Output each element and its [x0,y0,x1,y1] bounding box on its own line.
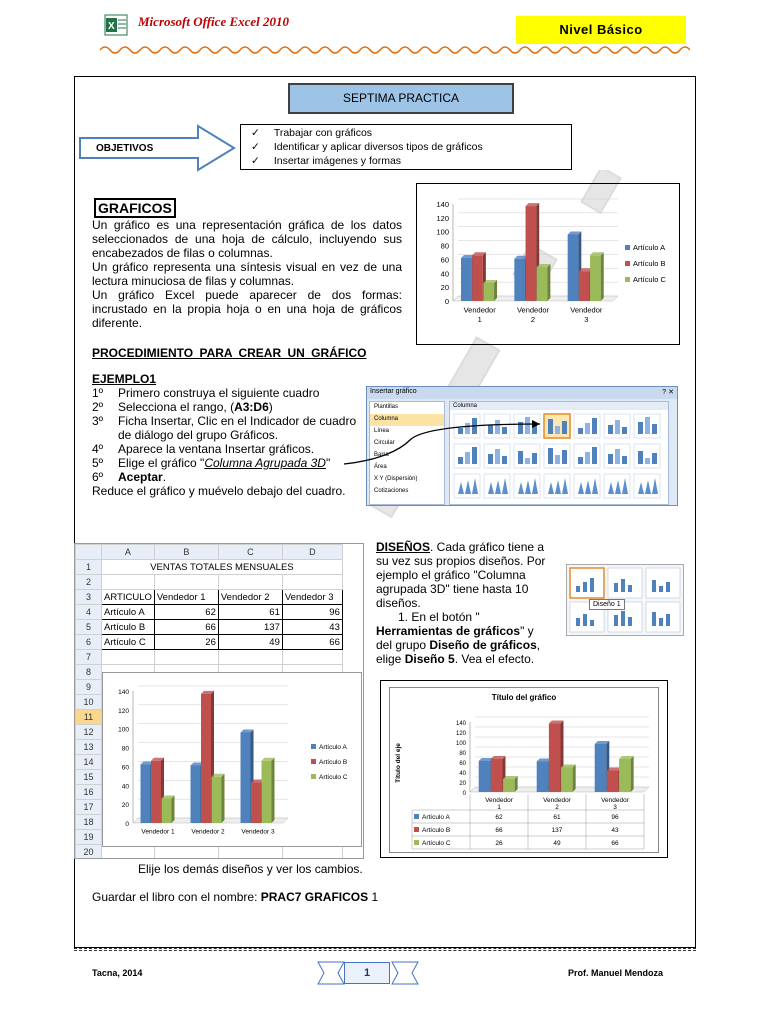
sheet-cell[interactable]: 96 [282,605,342,620]
objective-item: ✓ Identificar y aplicar diversos tipos de gráficos [251,140,561,154]
y-tick-label: 60 [459,761,466,767]
thumb-bar [592,418,597,434]
step-item [92,470,362,484]
y-tick-label: 120 [436,213,449,223]
step-number: 1º [92,386,104,400]
y-tick-label: 60 [440,255,449,265]
dialog-title: Insertar gráfico [370,388,417,395]
tooltip: Diseño 1 [589,599,625,610]
sheet-cell[interactable] [282,650,342,665]
chart-title: Título del gráfico [491,693,557,702]
chart-layout-5 [380,680,668,858]
legend-label: Artículo A [633,243,666,252]
legend-swatch [311,774,316,779]
row-header[interactable]: 6 [76,635,102,650]
thumb-bar [608,425,613,434]
layout-thumb-bar [583,582,587,592]
chart-type-item-selected[interactable]: Columna [370,414,444,426]
step-text-end: . [162,470,167,484]
chart-2-svg [103,673,361,846]
step-item [92,400,362,414]
bar [503,779,515,792]
layout-thumb [646,602,680,632]
layout-thumb-bar [614,583,618,592]
row-header[interactable]: 7 [76,650,102,665]
step-text-end: " [325,456,331,470]
save-instruction: Guardar el libro con el nombre: PRAC7 GRAFICOS 1 [92,890,379,904]
column-header[interactable]: C [218,545,282,560]
sheet-cell[interactable]: Vendedor 3 [282,590,342,605]
layout-thumb-bar [666,614,670,626]
y-tick-label: 40 [459,771,466,777]
bar [568,234,579,301]
bar-side [272,758,275,823]
thumb-bar [592,447,597,464]
bar [461,258,472,301]
thumb-bar [585,452,590,464]
step-text: Aparece la ventana Insertar gráficos. [118,442,315,456]
legend-swatch [311,744,316,749]
table-cell: 26 [495,840,503,847]
legend-label: Artículo B [422,827,451,834]
bar [514,259,525,301]
legend-swatch [625,261,630,266]
step-text: Selecciona el rango, ( [118,400,235,414]
table-col-header: 3 [613,804,617,811]
bar [595,744,607,792]
thumb-bar [578,428,583,434]
sheet-title-cell[interactable]: VENTAS TOTALES MENSUALES [102,560,343,575]
x-tick-label: Vendedor 3 [241,828,275,836]
chart-example-1 [416,183,680,345]
y-tick-label: 40 [440,269,449,279]
y-tick-label: 60 [121,764,129,772]
gallery-section: Columna [450,402,668,410]
table-col-header: Vendedor [601,797,629,804]
bar-side [172,795,175,823]
chart-type-item[interactable]: Plantillas [374,404,399,410]
table-cell: 96 [611,814,619,821]
table-row [76,590,343,605]
layout-thumb-bar [590,620,594,626]
bar-side [547,264,550,301]
chart-layouts-gallery[interactable] [566,564,684,636]
bar [579,271,590,301]
layout-thumb-bar [614,615,618,626]
bar [191,765,201,823]
practice-title: SEPTIMA PRACTICA [288,83,514,114]
layout-thumb-bar [628,585,632,592]
y-tick-label: 80 [440,241,449,251]
chart-1-svg [417,184,679,344]
y-tick-label: 40 [121,783,129,791]
objective-item: ✓ Trabajar con gráficos [251,126,561,140]
sheet-cell[interactable]: Artículo B [102,620,155,635]
thumb-bar [555,426,560,434]
sheet-cell[interactable] [282,575,342,590]
sheet-cell[interactable]: 66 [154,620,218,635]
thumb-bar [615,420,620,434]
legend-label: Artículo A [422,814,450,821]
row-header[interactable]: 13 [76,740,102,755]
bar [251,782,261,823]
column-header[interactable]: D [282,545,342,560]
bar [483,283,494,301]
layout-thumb-bar [652,612,656,626]
step-item [92,456,362,470]
designs-text [376,540,552,666]
bar-side [494,280,497,301]
layout-thumb-bar [659,618,663,626]
step-chart-name: Columna Agrupada 3D [204,456,326,470]
chart-type-item[interactable]: X Y (Dispersión) [374,476,418,482]
step-number: 5º [92,456,104,470]
bar [162,798,172,823]
footer-right: Prof. Manuel Mendoza [568,968,664,978]
step-number: 2º [92,400,104,414]
row-header[interactable]: 2 [76,575,102,590]
y-tick-label: 140 [455,721,466,727]
step-item [92,386,362,400]
dialog-close-icon[interactable]: ? ✕ [662,389,674,396]
file-name: PRAC7 GRAFICOS [260,890,369,904]
bar-side [631,756,634,792]
dialog-titlebar [367,387,677,399]
row-header[interactable]: 4 [76,605,102,620]
step-number: 3º [92,414,104,428]
bar [479,761,491,792]
objectives-label: OBJETIVOS [96,143,154,154]
legend-label: Artículo B [633,259,666,268]
row-header[interactable]: 15 [76,770,102,785]
table-row [76,650,343,665]
legend-swatch [625,245,630,250]
chart-3-svg [390,688,658,852]
table-col-header: 2 [555,804,559,811]
sheet-cell[interactable]: ARTICULO [102,590,155,605]
layout-thumb-bar [621,611,625,626]
layout-thumb-bar [666,582,670,592]
thumb-bar [638,451,643,464]
step-text: Elige el gráfico " [118,456,205,470]
bar [561,768,573,793]
thumb-bar [578,457,583,464]
y-axis-title: Título del eje [395,743,402,783]
row-header[interactable]: 16 [76,785,102,800]
svg-text:X: X [108,21,115,32]
bar [262,761,272,823]
step-item [92,442,362,456]
bar-side [222,774,225,823]
y-tick-label: 0 [125,821,129,828]
thumb-bar [645,458,650,464]
table-row [76,620,343,635]
closing-instruction: Elije los demás diseños y ver los cambios. [138,862,363,876]
designs-heading: DISEÑOS [376,540,431,554]
step-range: A3:D6 [234,400,269,414]
bar [526,206,537,301]
sheet-cell[interactable] [218,650,282,665]
bar [201,694,211,823]
row-header[interactable]: 18 [76,815,102,830]
sheet-cell[interactable]: 62 [154,605,218,620]
x-tick-label: Vendedor [463,305,496,315]
thumb-bar [585,423,590,434]
bar [472,255,483,301]
table-row [76,575,343,590]
row-header[interactable]: 12 [76,725,102,740]
graficos-paragraph: Un gráfico Excel puede aparecer de dos formas: incrustado en la propia hoja o en una hoja de gráficos diferente. [92,288,402,330]
sheet-cell[interactable] [102,650,155,665]
designs-step-cont: Herramientas de gráficos" y del grupo Diseño de gráficos, elige Diseño 5. Vea el efecto. [376,624,541,666]
step-text: Primero construya el siguiente cuadro [118,386,320,400]
bar [212,777,222,823]
sheet-cell[interactable]: 49 [218,635,282,650]
layout-thumb-bar [652,580,656,592]
thumb-bar [622,456,627,464]
bar [141,765,151,823]
bar [151,761,161,823]
bar [537,762,549,793]
y-tick-label: 20 [440,283,449,293]
graficos-paragraph: Un gráfico es una representación gráfica de los datos seleccionados de una hoja de cálculo, incluyendo sus encabezados de filas o columnas. [92,218,402,260]
row-header[interactable]: 19 [76,830,102,845]
sheet-cell[interactable]: Vendedor 2 [218,590,282,605]
row-header[interactable]: 17 [76,800,102,815]
x-tick-label: 1 [477,315,482,324]
step-text-end: ) [268,400,273,414]
y-tick-label: 120 [118,707,129,715]
level-badge: Nivel Básico [516,16,686,44]
step-text: Ficha Insertar, Clic en el Indicador de cuadro de diálogo del grupo Gráficos. [118,414,357,442]
chart-type-item[interactable]: Barra [374,452,389,458]
y-tick-label: 100 [118,726,129,734]
sheet-cell[interactable] [154,650,218,665]
table-cell: 43 [611,827,619,834]
bar-side [601,252,604,301]
step-item [92,414,362,442]
chart-type-item[interactable]: Línea [374,428,390,434]
sheet-corner[interactable] [76,545,102,560]
table-cell: 137 [551,827,563,834]
layout-thumb-bar [576,586,580,592]
step-final: Reduce el gráfico y muévelo debajo del cuadro. [92,484,346,498]
x-tick-label: Vendedor 1 [141,828,175,836]
row-header[interactable]: 8 [76,665,102,680]
layout-thumb-bar [576,618,580,626]
y-tick-label: 20 [459,781,466,787]
example-heading: EJEMPLO1 [92,372,157,386]
footer-left: Tacna, 2014 [92,968,143,978]
legend-label: Artículo B [319,759,348,766]
legend-swatch [311,759,316,764]
row-header[interactable]: 11 [76,710,102,725]
thumb-bar [562,450,567,464]
excel-logo-icon [104,14,128,36]
thumb-bar [645,417,650,434]
bar [549,724,561,793]
sheet-cell[interactable]: 61 [218,605,282,620]
row-header[interactable]: 9 [76,680,102,695]
bar [241,732,251,823]
sheet-cell[interactable]: 43 [282,620,342,635]
page-number: 1 [344,962,390,984]
sheet-cell[interactable]: 26 [154,635,218,650]
chart-embedded [102,672,362,847]
step-accept: Aceptar [118,470,163,484]
objective-item: ✓ Insertar imágenes y formas [251,154,561,168]
header-title: Microsoft Office Excel 2010 [138,14,290,29]
table-cell: 49 [553,840,561,847]
table-cell: 62 [495,814,503,821]
y-tick-label: 0 [462,791,466,797]
legend-swatch [414,814,419,819]
layout-thumb-bar [659,586,663,592]
graficos-heading: GRAFICOS [94,198,176,218]
column-header[interactable]: A [102,545,155,560]
designs-step: 1. En el botón " [398,610,480,624]
step-number: 6º [92,470,104,484]
table-cell: 66 [611,840,619,847]
chart-type-item[interactable]: Circular [374,440,395,446]
sheet-cell[interactable]: Artículo C [102,635,155,650]
y-tick-label: 100 [455,741,466,747]
thumb-bar [555,455,560,464]
bar [537,267,548,301]
legend-label: Artículo C [422,840,451,847]
thumb-bar [608,454,613,464]
layout-thumbnails[interactable] [567,565,683,635]
table-col-header: Vendedor [543,797,571,804]
bar [607,771,619,793]
x-tick-label: 2 [530,315,536,324]
row-header[interactable]: 14 [76,755,102,770]
thumb-bar [615,449,620,464]
chart-type-item[interactable]: Cotizaciones [374,488,409,494]
table-row [76,635,343,650]
sheet-cell[interactable]: 66 [282,635,342,650]
y-tick-label: 0 [444,297,449,306]
y-tick-label: 100 [436,227,449,237]
row-header[interactable]: 10 [76,695,102,710]
bar [619,759,631,792]
thumb-bar [562,421,567,434]
y-tick-label: 140 [118,689,129,696]
thumb-bar [652,453,657,464]
legend-label: Artículo C [633,275,666,284]
chart-type-item[interactable]: Área [374,464,387,470]
layout-thumb-bar [621,579,625,592]
x-tick-label: 3 [584,315,589,324]
procedure-heading: PROCEDIMIENTO PARA CREAR UN GRÁFICO [92,346,367,360]
legend-label: Artículo C [319,774,348,781]
y-tick-label: 80 [121,745,129,753]
layout-thumb-bar [583,614,587,626]
x-tick-label: Vendedor [570,305,603,315]
sheet-cell[interactable]: Vendedor 1 [154,590,218,605]
graficos-text [92,218,402,330]
table-cell: 66 [495,827,503,834]
x-tick-label: Vendedor [516,305,550,315]
row-header[interactable]: 20 [76,845,102,860]
thumb-bar [652,424,657,434]
y-tick-label: 80 [459,751,466,757]
sheet-cell[interactable] [218,575,282,590]
sheet-cell[interactable] [102,575,155,590]
table-row [76,605,343,620]
callout-arrow [340,420,550,470]
legend-label: Artículo A [319,744,347,751]
step-number: 4º [92,442,104,456]
legend-swatch [414,840,419,845]
y-tick-label: 120 [455,731,466,737]
sheet-cell[interactable]: 137 [218,620,282,635]
table-row [76,560,343,575]
column-header[interactable]: B [154,545,218,560]
thumb-bar [622,427,627,434]
legend-swatch [625,277,630,282]
sheet-cell[interactable]: Artículo A [102,605,155,620]
sheet-cell[interactable] [154,575,218,590]
y-tick-label: 20 [121,802,129,810]
footer-divider [74,948,696,951]
legend-swatch [414,827,419,832]
table-cell: 61 [553,814,561,821]
designs-step-number: 1. [398,610,409,624]
table-col-header: 1 [497,804,501,811]
designs-intro: . Cada gráfico tiene a su vez sus propios diseños. Por ejemplo el gráfico "Columna agrupada 3D" tiene hasta 10 diseños. [376,540,546,610]
header-wave-divider [100,44,690,56]
table-col-header: Vendedor [485,797,513,804]
layout-thumb [646,568,680,598]
objectives-list [240,124,572,170]
layout-thumb-bar [628,617,632,626]
steps-list [92,386,362,498]
thumb-bar [638,422,643,434]
row-header[interactable]: 1 [76,560,102,575]
row-header[interactable]: 3 [76,590,102,605]
layout-thumb-bar [590,578,594,592]
graficos-paragraph: Un gráfico representa una síntesis visual en vez de una lectura minuciosa de filas y columnas. [92,260,402,288]
y-tick-label: 140 [436,200,449,209]
bar-side [573,765,576,793]
x-tick-label: Vendedor 2 [191,828,225,836]
bar [491,759,503,792]
row-header[interactable]: 5 [76,620,102,635]
bar [590,255,601,301]
